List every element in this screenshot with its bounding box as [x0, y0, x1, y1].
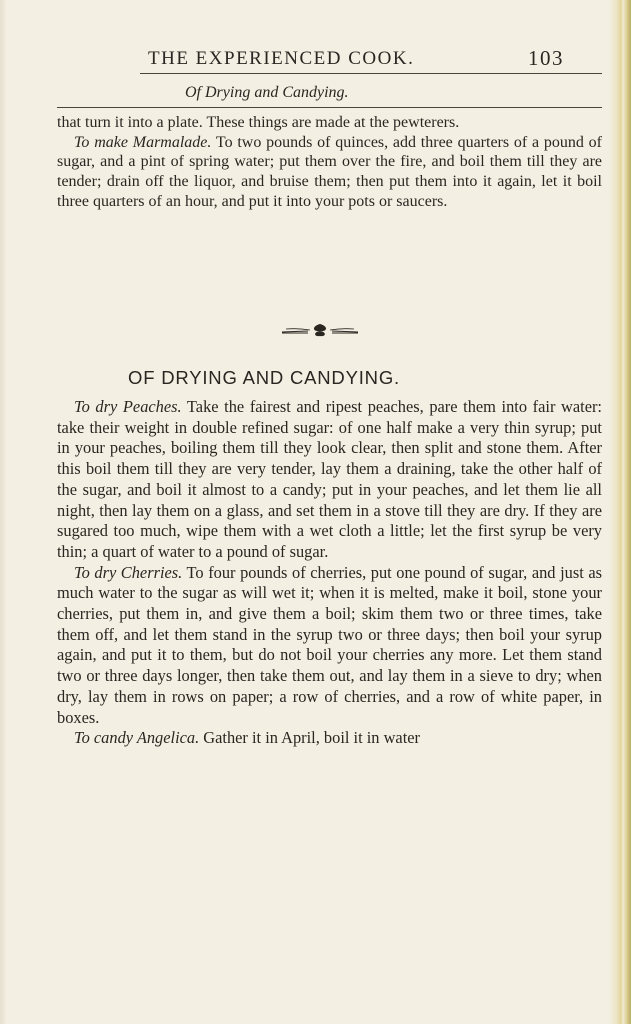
peaches-text: Take the fairest and ripest peaches, pare them into fair water: take their weight in double refined sugar: of one half make a very thin syrup; put in your peaches, boiling them till they look clear, then split and stone them. After this boil them till they are very tender, lay them a draining, take the other half of the sugar, and boil it almost to a candy; put in your peaches, and let them lie all night, then lay them on a glass, and set them in a stove till they are dry. If they are sugared too much, wipe them with a wet cloth a little; let the first syrup be very thin; a quart of water to a pound of sugar. — [57, 397, 602, 561]
continuation-paragraph — [57, 113, 602, 133]
marmalade-text: To two pounds of quinces, add three quarters of a pound of sugar, and a pint of spring water; put them over the fire, and boil them till they are tender; drain off the liquor, and bruise them; then put them into it again, let it boil three quarters of an hour, and put it into your pots or saucers. — [57, 133, 603, 210]
angelica-paragraph — [57, 728, 602, 749]
angelica-heading: To candy Angelica. — [74, 728, 200, 748]
cherries-heading: To dry Cherries. — [74, 562, 183, 582]
page-gutter-shadow — [0, 0, 7, 1024]
subheading-rule — [57, 107, 602, 108]
leaf-ornament-icon — [280, 322, 360, 338]
lower-text-block — [57, 397, 602, 749]
cherries-paragraph — [57, 563, 602, 729]
chapter-subheading: Of Drying and Candying. — [185, 84, 349, 101]
marmalade-paragraph — [57, 133, 602, 212]
page-edge-stack — [609, 0, 631, 1024]
peaches-heading: To dry Peaches. — [74, 397, 182, 416]
section-title: OF DRYING AND CANDYING. — [128, 367, 400, 388]
page-number: 103 — [528, 46, 564, 70]
cherries-text: To four pounds of cherries, put one pound of sugar, and just as much water to the sugar as will wet it; when it is melted, make it boil, stone your cherries, put them in, and give them a boil; skim them two or three times, take them off, and let them stand in the syrup two or three days; then boil your syrup again, and put it to them, but do not boil your cherries any more. Let them stand two or three days longer, then take them out, and lay them in a sieve to dry; when dry, lay them in rows on paper; a row of cherries, and a row of white paper, in boxes. — [57, 562, 602, 727]
angelica-text: Gather it in April, boil it in water — [199, 728, 420, 748]
peaches-paragraph — [57, 397, 602, 563]
continuation-text: that turn it into a plate. These things are made at the pewterers. — [57, 114, 460, 131]
marmalade-heading: To make Marmalade. — [74, 133, 212, 151]
header-rule — [140, 73, 602, 74]
upper-text-block — [57, 113, 602, 212]
running-title: THE EXPERIENCED COOK. — [148, 48, 415, 69]
